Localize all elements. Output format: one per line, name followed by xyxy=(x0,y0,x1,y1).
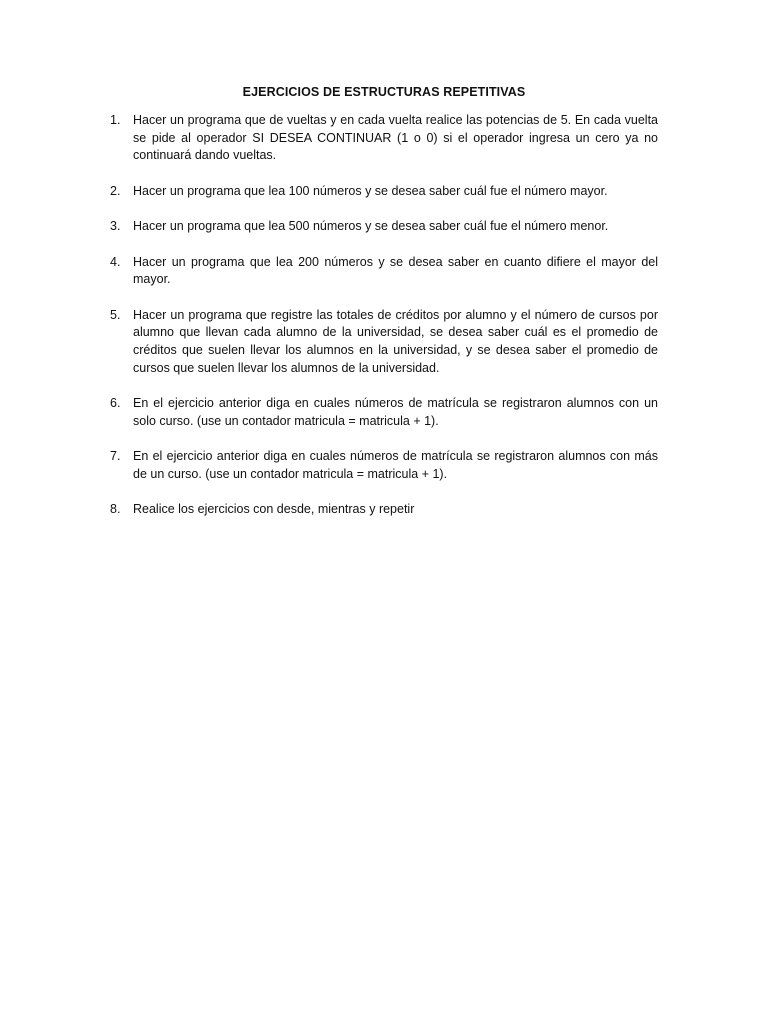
item-number: 3. xyxy=(110,219,121,234)
document-title: EJERCICIOS DE ESTRUCTURAS REPETITIVAS xyxy=(242,85,526,99)
item-text: Hacer un programa que de vueltas y en cada vuelta realice las potencias de 5. En cada vuelta se pide al operador SI DESEA CONTINUAR (1 o 0) si el operador ingresa un cero ya no continuará dando vueltas. xyxy=(133,113,658,163)
item-text: En el ejercicio anterior diga en cuales números de matrícula se registraron alumnos con más de un curso. (use un contador matricula = matricula + 1). xyxy=(133,449,658,481)
item-number: 2. xyxy=(110,183,121,198)
list-item xyxy=(110,448,658,483)
exercise-list xyxy=(110,112,658,537)
item-number: 1. xyxy=(110,113,121,127)
item-text: Realice los ejercicios con desde, mientras y repetir xyxy=(133,502,415,517)
item-number: 8. xyxy=(110,502,121,517)
list-item xyxy=(110,254,658,289)
list-item xyxy=(110,112,658,165)
item-number: 7. xyxy=(110,449,121,464)
list-item xyxy=(110,307,658,378)
list-item xyxy=(110,395,658,430)
item-number: 4. xyxy=(110,254,121,269)
item-text: Hacer un programa que lea 100 números y se desea saber cuál fue el número mayor. xyxy=(133,183,608,198)
list-item xyxy=(110,183,658,201)
list-item xyxy=(110,218,658,236)
item-text: En el ejercicio anterior diga en cuales números de matrícula se registraron alumnos con un solo curso. (use un contador matricula = matricula + 1). xyxy=(133,396,658,428)
item-text: Hacer un programa que lea 200 números y se desea saber en cuanto difiere el mayor del mayor. xyxy=(133,254,658,287)
item-text: Hacer un programa que lea 500 números y se desea saber cuál fue el número menor. xyxy=(133,219,609,234)
list-item xyxy=(110,501,658,519)
item-text: Hacer un programa que registre las totales de créditos por alumno y el número de cursos por alumno que llevan cada alumno de la universidad, se desea saber cuál es el promedio de créditos que suelen llevar los alumnos en la universidad, y se desea saber el promedio de cursos que suelen llevar los alumnos de la universidad. xyxy=(133,307,658,375)
item-number: 5. xyxy=(110,307,121,322)
item-number: 6. xyxy=(110,396,121,411)
